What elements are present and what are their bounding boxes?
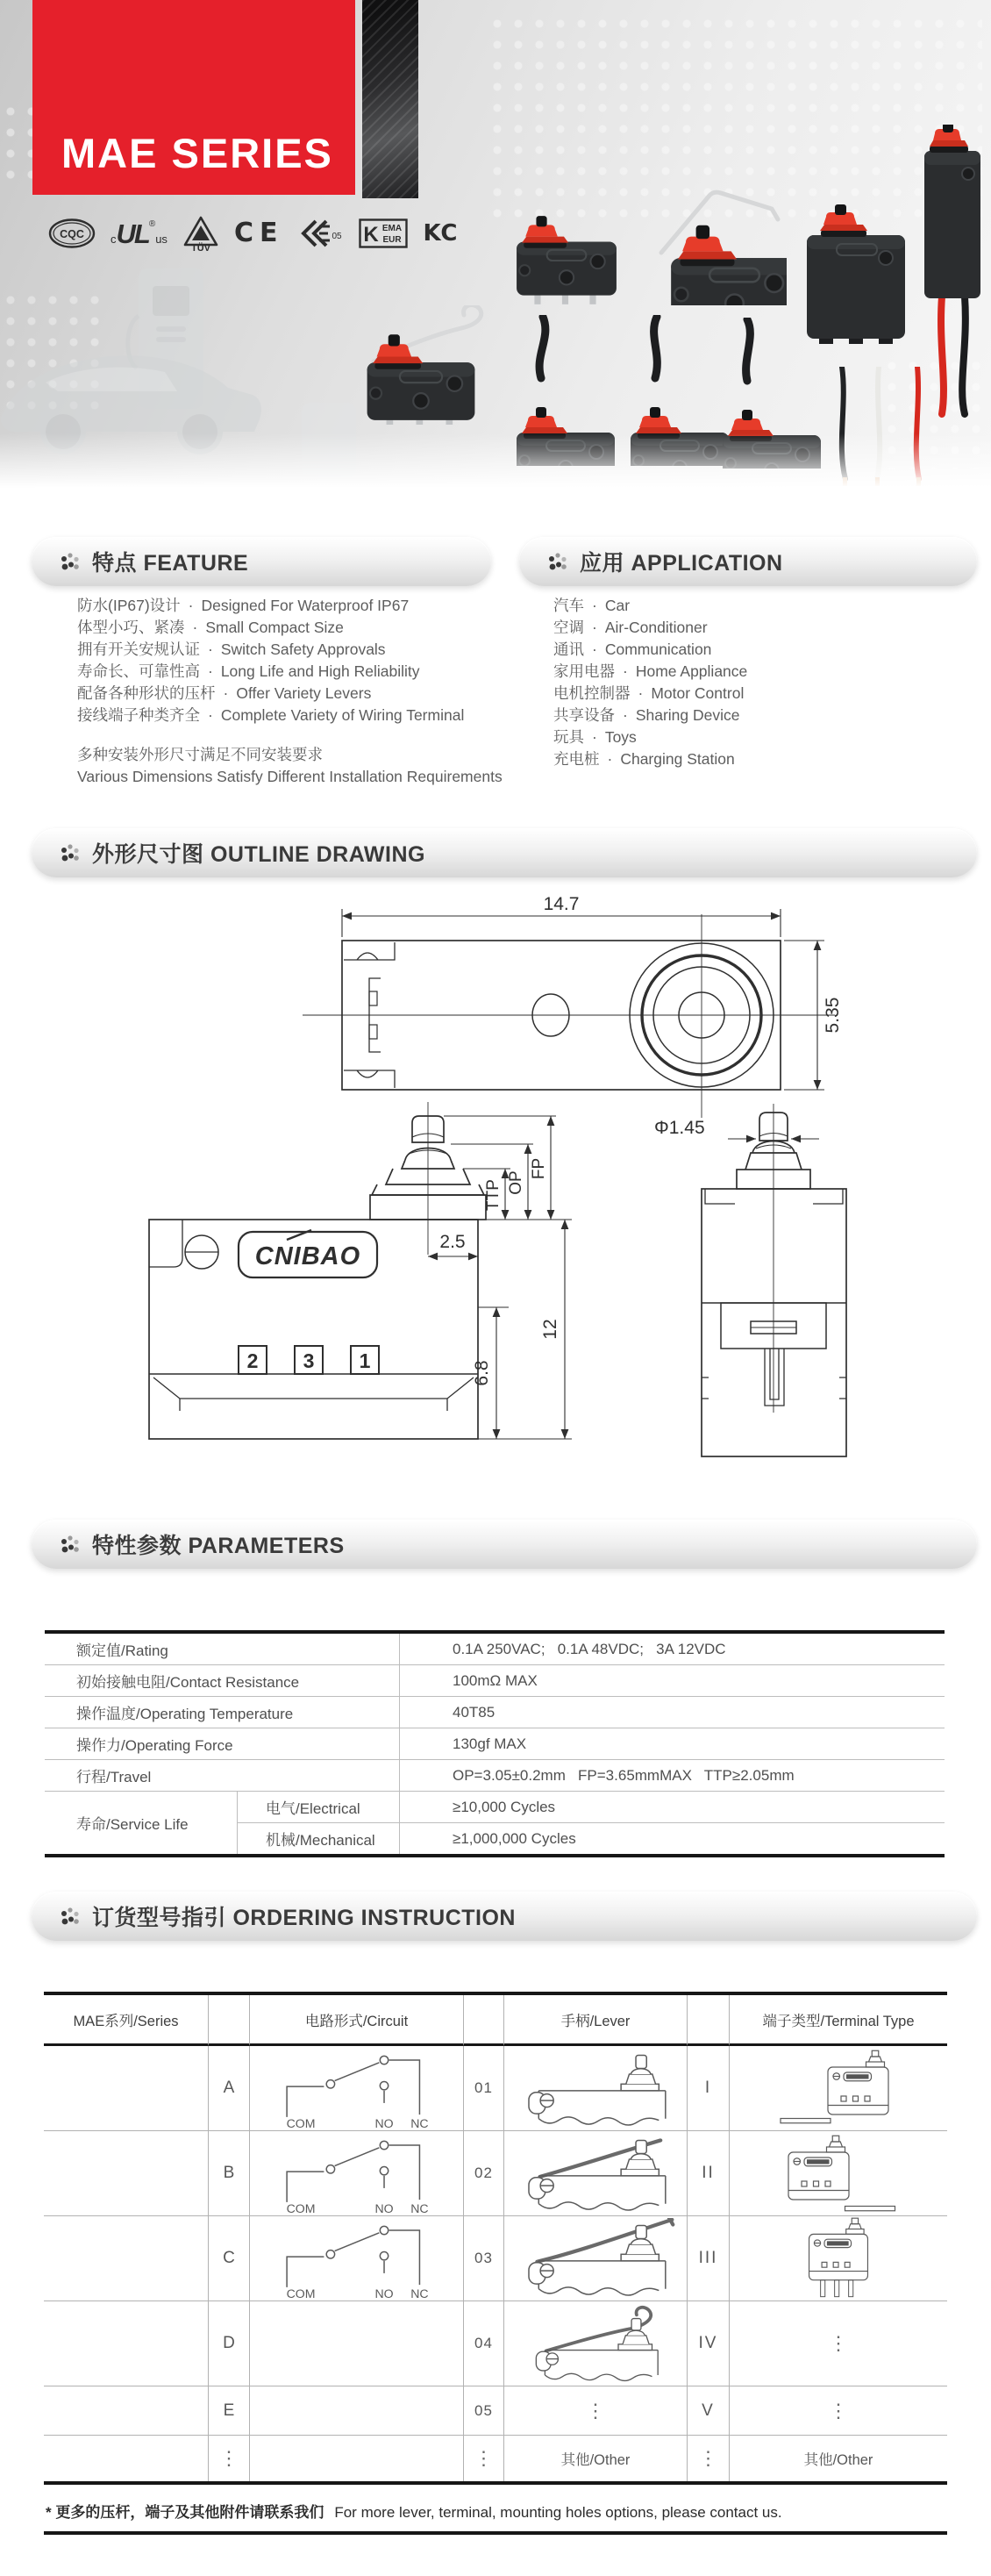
application-item — [553, 705, 747, 726]
feature-zh: 体型小巧、紧凑 — [77, 619, 185, 636]
parameter-value: 40T85 — [399, 1697, 945, 1728]
app-en: Sharing Device — [635, 706, 740, 724]
series-banner — [32, 0, 355, 195]
feature-en: Offer Variety Levers — [236, 684, 372, 702]
ordering-table — [44, 1992, 947, 2485]
kc-logo-icon: KC — [423, 220, 459, 247]
lever-drawing-cell — [504, 2131, 688, 2216]
application-list — [553, 595, 747, 770]
circuit-diagram-cell — [250, 2216, 464, 2301]
circuit-com-label: COM — [286, 2201, 316, 2215]
dim-op: OP — [507, 1170, 525, 1195]
application-item — [553, 639, 747, 661]
lever-drawing-pin-plunger — [510, 2048, 681, 2129]
application-item — [553, 748, 747, 770]
section-title-en: PARAMETERS — [188, 1534, 345, 1558]
app-en: Communication — [604, 640, 712, 658]
lever-drawing-hook-lever — [510, 2303, 681, 2384]
application-item — [553, 726, 747, 748]
list-separator: · — [208, 706, 213, 724]
product-photo-switch-cable — [719, 318, 824, 469]
parameter-value: OP=3.05±0.2mm FP=3.65mmMAX TTP≥2.05mm — [399, 1760, 945, 1791]
parameter-label: 寿命/Service Life — [76, 1816, 189, 1833]
parameter-label: 行程/Travel — [76, 1769, 152, 1785]
car-watermark — [0, 318, 265, 471]
dim-ttp: TTP — [484, 1179, 503, 1211]
column-header-lever: 手柄/Lever — [504, 1995, 688, 2046]
outline-drawing-canvas — [0, 886, 991, 1500]
ul-r: ® — [148, 218, 156, 229]
column-header-spacer — [209, 1995, 250, 2046]
series-cell — [44, 2131, 209, 2216]
parameter-sublabel: 电气/Electrical — [237, 1792, 399, 1822]
section-header-feature — [32, 537, 491, 586]
circuit-board-photo — [362, 0, 418, 198]
parameter-label: 额定值/Rating — [76, 1642, 168, 1659]
section-title — [92, 546, 248, 577]
emark-number: 05 — [332, 232, 343, 241]
footer-note-zh: * 更多的压杆，端子及其他附件请联系我们 — [46, 2504, 324, 2521]
feature-en: Designed For Waterproof IP67 — [201, 597, 410, 614]
column-header-spacer — [688, 1995, 730, 2046]
section-title — [92, 837, 425, 869]
parameter-label: 初始接触电阻/Contact Resistance — [76, 1674, 300, 1691]
feature-note-en: Various Dimensions Satisfy Different Installation Requirements — [77, 768, 503, 785]
app-zh: 通讯 — [553, 640, 584, 658]
ce-logo-icon: CE — [233, 218, 284, 248]
feature-zh: 接线端子种类齐全 — [77, 706, 200, 724]
feature-zh: 防水(IP67)设计 — [77, 597, 181, 614]
app-en: Car — [604, 597, 631, 614]
lever-drawing-cell — [504, 2301, 688, 2386]
app-zh: 空调 — [553, 619, 584, 636]
section-title-en: APPLICATION — [631, 551, 783, 576]
circuit-code-cell: D — [209, 2301, 250, 2386]
app-zh: 家用电器 — [553, 662, 615, 680]
spdt-circuit-diagram — [260, 2132, 453, 2215]
series-cell — [44, 2046, 209, 2131]
terminal-drawing-pcb-pins — [759, 2216, 917, 2301]
list-separator: · — [623, 662, 628, 680]
section-title — [580, 546, 783, 577]
parameter-value: ≥1,000,000 Cycles — [399, 1823, 945, 1854]
other-option-label: 其他/Other — [803, 2452, 873, 2468]
kema-top: EMA — [382, 224, 403, 233]
series-cell — [44, 2386, 209, 2436]
list-separator: · — [592, 597, 597, 614]
spdt-circuit-diagram — [260, 2217, 453, 2300]
kema-logo-icon — [359, 218, 408, 248]
circuit-nc-label: NC — [410, 2286, 429, 2300]
dots-cluster-icon — [60, 551, 81, 572]
terminal-drawing-cell — [730, 2216, 947, 2301]
product-photo-switch-cable — [513, 315, 618, 466]
dots-cluster-icon — [60, 1906, 81, 1927]
feature-item — [77, 661, 464, 683]
terminal-number: 2 — [246, 1349, 259, 1372]
footer-note-en: For more lever, terminal, mounting holes options, please contact us. — [334, 2504, 782, 2521]
kema-bottom: EUR — [382, 235, 403, 245]
more-options-dots: ⋮ — [464, 2436, 504, 2481]
dim-height: 5.35 — [823, 997, 843, 1034]
feature-item — [77, 595, 464, 617]
lever-code-cell: 04 — [464, 2301, 504, 2386]
product-photo-wires — [831, 367, 930, 488]
feature-en: Small Compact Size — [205, 619, 344, 636]
parameter-value: 100mΩ MAX — [399, 1665, 945, 1696]
other-option-label: 其他/Other — [504, 2436, 688, 2481]
circuit-diagram-cell — [250, 2131, 464, 2216]
parameter-row — [45, 1728, 945, 1760]
kema-k: K — [363, 223, 380, 247]
parameter-row — [45, 1760, 945, 1792]
terminal-code-cell: V — [688, 2386, 730, 2436]
app-en: Home Appliance — [635, 662, 748, 680]
feature-en: Complete Variety of Wiring Terminal — [220, 706, 465, 724]
app-en: Toys — [604, 728, 637, 746]
parameter-value: 130gf MAX — [399, 1728, 945, 1759]
brand-logo-text: CNIBAO — [254, 1242, 361, 1270]
app-zh: 电机控制器 — [553, 684, 631, 702]
parameter-sublabel: 机械/Mechanical — [237, 1823, 399, 1854]
app-zh: 充电桩 — [553, 750, 600, 768]
column-header-terminal: 端子类型/Terminal Type — [730, 1995, 947, 2046]
list-separator: · — [592, 640, 597, 658]
feature-en: Switch Safety Approvals — [220, 640, 386, 658]
feature-item — [77, 705, 464, 726]
parameter-value: ≥10,000 Cycles — [399, 1792, 945, 1822]
list-separator: · — [188, 597, 194, 614]
app-zh: 汽车 — [553, 597, 584, 614]
product-photo-switch-hook-lever — [349, 305, 496, 425]
footer-note — [44, 2492, 947, 2535]
lever-drawing-long-lever — [510, 2218, 681, 2299]
parameter-value: 0.1A 250VAC; 0.1A 48VDC; 3A 12VDC — [399, 1634, 945, 1664]
section-title-zh: 订货型号指引 — [92, 1906, 227, 1930]
series-cell — [44, 2216, 209, 2301]
hero-banner — [0, 0, 991, 488]
application-item — [553, 683, 747, 705]
lever-drawing-short-lever — [510, 2133, 681, 2214]
lever-code-cell: 01 — [464, 2046, 504, 2131]
feature-note-zh: 多种安装外形尺寸满足不同安装要求 — [77, 746, 323, 763]
feature-zh: 配备各种形状的压杆 — [77, 684, 216, 702]
section-title-zh: 特点 — [92, 551, 138, 576]
dim-total: 12 — [540, 1319, 560, 1340]
circuit-com-label: COM — [286, 2286, 316, 2300]
circuit-no-label: NO — [374, 2201, 394, 2215]
terminal-drawing-wire-left — [759, 2046, 917, 2130]
product-photo-switch-lever — [651, 172, 787, 305]
app-en: Charging Station — [620, 750, 735, 768]
circuit-diagram-cell — [250, 2386, 464, 2436]
ul-c: c — [111, 232, 117, 246]
product-photo-switch-cable — [627, 315, 732, 466]
lever-code-cell: 02 — [464, 2131, 504, 2216]
top-view-drawing — [303, 894, 843, 1118]
feature-zh: 拥有开关安规认证 — [77, 640, 200, 658]
more-options-dots: ⋮ — [688, 2436, 730, 2481]
list-separator: · — [607, 750, 613, 768]
circuit-no-label: NO — [374, 2286, 394, 2300]
app-zh: 玩具 — [553, 728, 584, 746]
circuit-code-cell: A — [209, 2046, 250, 2131]
list-separator: · — [592, 619, 597, 636]
series-title: MAE SERIES — [61, 130, 333, 176]
front-view-drawing — [149, 1102, 572, 1439]
parameter-row — [45, 1634, 945, 1665]
dim-offset: 2.5 — [439, 1232, 466, 1252]
section-title-zh: 特性参数 — [92, 1534, 182, 1558]
feature-item — [77, 683, 464, 705]
application-item — [553, 595, 747, 617]
product-photo-switch-wire-leads — [917, 125, 987, 419]
section-title-en: ORDERING INSTRUCTION — [232, 1906, 516, 1930]
product-photo-switch-basic — [513, 213, 620, 306]
circuit-code-cell: B — [209, 2131, 250, 2216]
more-options-dots: ⋮ — [730, 2386, 947, 2436]
cqc-logo-icon — [48, 218, 96, 249]
circuit-code-cell: E — [209, 2386, 250, 2436]
terminal-code-cell: IV — [688, 2301, 730, 2386]
feature-en: Long Life and High Reliability — [220, 662, 420, 680]
circuit-nc-label: NC — [410, 2116, 429, 2129]
lever-drawing-cell — [504, 2216, 688, 2301]
dim-body: 6.8 — [472, 1360, 492, 1386]
terminal-drawing-wire-right — [759, 2131, 917, 2215]
lever-code-cell: 03 — [464, 2216, 504, 2301]
side-view-drawing — [654, 1104, 846, 1456]
parameter-row — [45, 1697, 945, 1728]
dots-cluster-icon — [547, 551, 568, 572]
list-separator: · — [623, 706, 628, 724]
spdt-circuit-diagram — [260, 2047, 453, 2129]
list-separator: · — [223, 684, 229, 702]
service-life-rows — [45, 1792, 945, 1854]
section-title-zh: 外形尺寸图 — [92, 842, 204, 867]
feature-note — [77, 744, 503, 788]
circuit-diagram-cell — [250, 2046, 464, 2131]
section-header-ordering — [32, 1892, 977, 1941]
terminal-number: 1 — [359, 1349, 371, 1372]
terminal-code-cell: III — [688, 2216, 730, 2301]
more-options-dots: ⋮ — [730, 2301, 947, 2386]
feature-list — [77, 595, 464, 726]
lever-code-cell: 05 — [464, 2386, 504, 2436]
dim-width: 14.7 — [543, 894, 580, 914]
dots-cluster-icon — [60, 842, 81, 863]
lever-drawing-cell — [504, 2046, 688, 2131]
parameters-table — [45, 1630, 945, 1857]
dots-cluster-icon — [60, 1534, 81, 1555]
list-separator: · — [208, 640, 213, 658]
column-header-series: MAE系列/Series — [44, 1995, 209, 2046]
parameter-label: 操作力/Operating Force — [76, 1737, 233, 1754]
circuit-com-label: COM — [286, 2116, 316, 2129]
section-header-outline-drawing — [32, 828, 977, 877]
parameter-row — [237, 1822, 945, 1854]
more-options-dots: ⋮ — [504, 2386, 688, 2436]
series-cell — [44, 2436, 209, 2481]
terminal-drawing-cell — [730, 2046, 947, 2131]
circuit-code-cell: C — [209, 2216, 250, 2301]
section-header-parameters — [32, 1520, 977, 1569]
terminal-code-cell: I — [688, 2046, 730, 2131]
section-header-application — [519, 537, 977, 586]
feature-item — [77, 639, 464, 661]
parameter-row — [45, 1665, 945, 1697]
certification-logos — [48, 211, 459, 256]
dim-fp: FP — [530, 1157, 548, 1180]
terminal-number: 3 — [303, 1349, 315, 1372]
ul-us: us — [155, 232, 168, 246]
circuit-nc-label: NC — [410, 2201, 429, 2215]
dot-pattern — [0, 101, 35, 180]
parameter-label: 操作温度/Operating Temperature — [76, 1706, 294, 1722]
list-separator: · — [638, 684, 644, 702]
emark-logo-icon — [298, 218, 344, 249]
list-separator: · — [208, 662, 213, 680]
ul-main: UL — [116, 218, 149, 249]
dim-plunger-diameter: Φ1.45 — [654, 1118, 705, 1138]
column-header-circuit: 电路形式/Circuit — [250, 1995, 464, 2046]
column-header-spacer — [464, 1995, 504, 2046]
section-title — [92, 1528, 345, 1560]
app-en: Motor Control — [651, 684, 745, 702]
feature-item — [77, 617, 464, 639]
ul-logo-icon — [111, 220, 168, 247]
tuv-label: TÜV — [190, 243, 210, 252]
tuv-logo-icon — [182, 215, 219, 252]
circuit-diagram-cell — [250, 2301, 464, 2386]
app-zh: 共享设备 — [553, 706, 615, 724]
more-options-dots: ⋮ — [209, 2436, 250, 2481]
parameter-row — [237, 1792, 945, 1822]
application-item — [553, 617, 747, 639]
terminal-drawing-cell — [730, 2131, 947, 2216]
circuit-diagram-cell — [250, 2436, 464, 2481]
application-item — [553, 661, 747, 683]
section-title-en: FEATURE — [143, 551, 249, 576]
list-separator: · — [592, 728, 597, 746]
app-en: Air-Conditioner — [604, 619, 708, 636]
section-title-en: OUTLINE DRAWING — [210, 842, 425, 867]
section-title-zh: 应用 — [580, 551, 625, 576]
cqc-label: CQC — [60, 228, 84, 240]
circuit-no-label: NO — [374, 2116, 394, 2129]
section-title — [92, 1900, 516, 1932]
terminal-code-cell: II — [688, 2131, 730, 2216]
list-separator: · — [192, 619, 198, 636]
feature-zh: 寿命长、可靠性高 — [77, 662, 200, 680]
series-cell — [44, 2301, 209, 2386]
